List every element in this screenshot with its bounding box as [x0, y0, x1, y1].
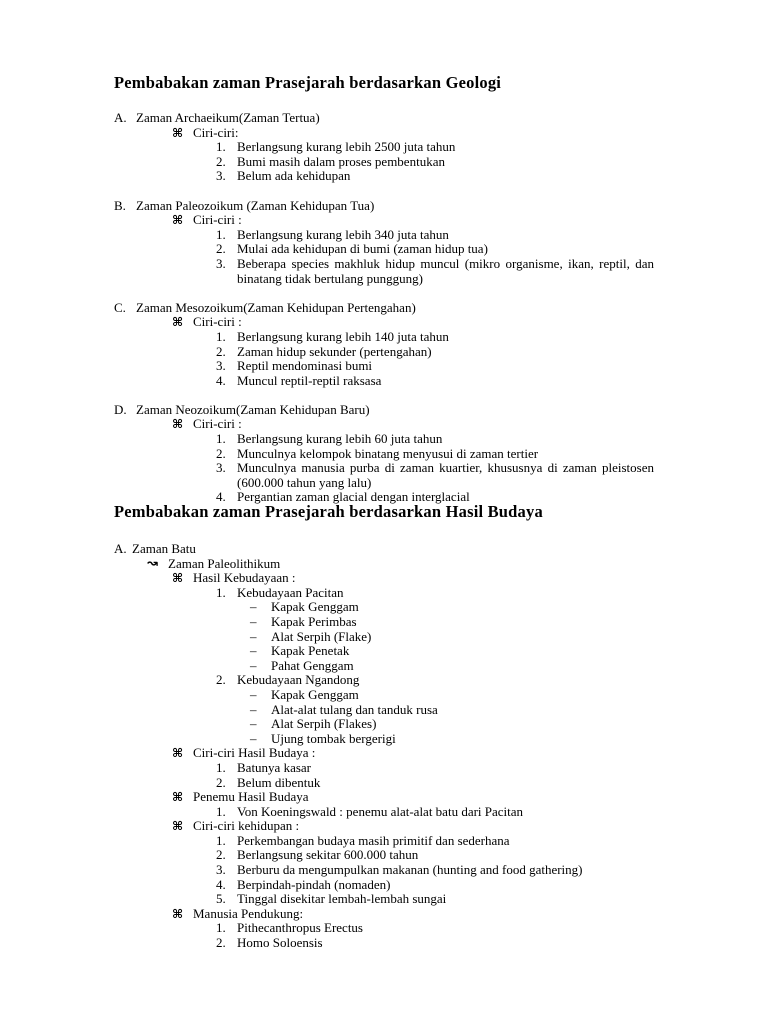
list-item: Zaman hidup sekunder (pertengahan) — [237, 343, 432, 359]
dash-bullet: – — [250, 643, 257, 659]
list-item: Alat Serpih (Flakes) — [271, 716, 377, 732]
list-item: Mulai ada kehidupan di bumi (zaman hidup tua) — [237, 241, 488, 257]
list-item: Berpindah-pindah (nomaden) — [237, 876, 391, 892]
list-item: Kapak Genggam — [271, 599, 359, 615]
list-bullet-icon: ⌘ — [172, 417, 184, 432]
item-number: 1. — [216, 584, 226, 600]
dash-bullet: – — [250, 730, 257, 746]
list-item: Tinggal disekitar lembah-lembah sungai — [237, 891, 447, 907]
era-name: Zaman Batu — [132, 541, 196, 556]
list-bullet-icon: ⌘ — [172, 125, 184, 140]
culture-name: Kebudayaan Ngandong — [237, 672, 360, 688]
section-hasil-budaya — [0, 542, 768, 951]
dash-bullet: – — [250, 613, 257, 629]
item-number: 2. — [216, 153, 226, 169]
item-number: 3. — [216, 168, 226, 184]
list-bullet-icon: ⌘ — [172, 571, 184, 586]
item-number: 3. — [216, 255, 226, 271]
era-letter: D. — [114, 401, 127, 417]
list-item: Ujung tombak bergerigi — [271, 730, 396, 746]
dash-bullet: – — [250, 599, 257, 615]
item-number: 1. — [216, 328, 226, 344]
era-name: Zaman Mesozoikum(Zaman Kehidupan Pertengahan) — [136, 299, 416, 315]
item-number: 1. — [216, 759, 226, 775]
dash-bullet: – — [250, 716, 257, 732]
era-mesozoikum — [0, 301, 768, 389]
item-number: 1. — [216, 832, 226, 848]
list-item: Kapak Perimbas — [271, 613, 357, 629]
item-number: 5. — [216, 891, 226, 907]
section-title-hasil-budaya: Pembabakan zaman Prasejarah berdasarkan Hasil Budaya — [114, 502, 543, 521]
era-letter: A. — [114, 110, 127, 125]
ciri-label: Ciri-ciri : — [193, 314, 242, 330]
item-number: 3. — [216, 358, 226, 374]
list-item: Kapak Penetak — [271, 643, 350, 659]
list-item: Perkembangan budaya masih primitif dan sederhana — [237, 832, 510, 848]
list-item: Belum ada kehidupan — [237, 168, 351, 184]
list-bullet-icon: ⌘ — [172, 790, 184, 805]
dash-bullet: – — [250, 686, 257, 702]
item-number: 1. — [216, 226, 226, 242]
era-neozoikum — [0, 403, 768, 505]
list-item: Homo Soloensis — [237, 935, 323, 951]
list-item: Berburu da mengumpulkan makanan (hunting and food gathering) — [237, 862, 583, 878]
era-paleozoikum — [0, 199, 768, 287]
era-name: Zaman Neozoikum(Zaman Kehidupan Baru) — [136, 401, 370, 417]
section-geologi — [0, 111, 768, 520]
ciri-label: Ciri-ciri: — [193, 124, 239, 140]
item-number: 1. — [216, 803, 226, 819]
item-number: 3. — [216, 862, 226, 878]
list-item: Belum dibentuk — [237, 774, 321, 790]
culture-name: Kebudayaan Pacitan — [237, 584, 344, 600]
list-item: Muncul reptil-reptil raksasa — [237, 372, 382, 388]
curved-arrow-icon: ↝ — [147, 555, 158, 571]
list-item: Pergantian zaman glacial dengan interglacial — [237, 489, 470, 505]
group-label: Ciri-ciri kehidupan : — [193, 818, 300, 834]
list-item: Batunya kasar — [237, 759, 312, 775]
item-number: 2. — [216, 774, 226, 790]
era-name: Zaman Archaeikum(Zaman Tertua) — [136, 110, 320, 125]
list-item: Reptil mendominasi bumi — [237, 358, 373, 374]
item-number: 1. — [216, 139, 226, 155]
group-label: Ciri-ciri Hasil Budaya : — [193, 745, 316, 761]
list-bullet-icon: ⌘ — [172, 906, 184, 921]
list-item: Pithecanthropus Erectus — [237, 920, 363, 936]
group-label: Manusia Pendukung: — [193, 905, 304, 921]
list-bullet-icon: ⌘ — [172, 746, 184, 761]
item-number: 2. — [216, 672, 226, 688]
group-label: Hasil Kebudayaan : — [193, 570, 296, 586]
era-name: Zaman Paleozoikum (Zaman Kehidupan Tua) — [136, 197, 375, 213]
list-item: Munculnya manusia purba di zaman kuartier, khususnya di zaman pleistosen (600.000 tahun yang lalu) — [237, 460, 654, 490]
list-bullet-icon: ⌘ — [172, 819, 184, 834]
list-item: Berlangsung kurang lebih 2500 juta tahun — [237, 139, 456, 155]
dash-bullet: – — [250, 657, 257, 673]
ciri-label: Ciri-ciri : — [193, 416, 242, 432]
item-number: 4. — [216, 489, 226, 505]
era-letter: B. — [114, 197, 126, 213]
era-letter: A. — [114, 541, 127, 556]
list-item: Berlangsung kurang lebih 140 juta tahun — [237, 328, 449, 344]
list-item: Von Koeningswald : penemu alat-alat batu dari Pacitan — [237, 803, 524, 819]
item-number: 4. — [216, 372, 226, 388]
list-item: Berlangsung sekitar 600.000 tahun — [237, 847, 419, 863]
item-number: 2. — [216, 847, 226, 863]
item-number: 2. — [216, 343, 226, 359]
item-number: 2. — [216, 445, 226, 461]
list-item: Berlangsung kurang lebih 60 juta tahun — [237, 431, 443, 447]
item-number: 1. — [216, 920, 226, 936]
sub-era-name: Zaman Paleolithikum — [168, 555, 281, 571]
section-title-geologi: Pembabakan zaman Prasejarah berdasarkan Geologi — [114, 73, 502, 92]
item-number: 1. — [216, 431, 226, 447]
list-item: Berlangsung kurang lebih 340 juta tahun — [237, 226, 449, 242]
item-number: 2. — [216, 935, 226, 951]
item-number: 4. — [216, 876, 226, 892]
list-bullet-icon: ⌘ — [172, 315, 184, 330]
list-item: Alat Serpih (Flake) — [271, 628, 372, 644]
dash-bullet: – — [250, 628, 257, 644]
list-item: Bumi masih dalam proses pembentukan — [237, 153, 445, 169]
ciri-label: Ciri-ciri : — [193, 212, 242, 228]
list-item: Alat-alat tulang dan tanduk rusa — [271, 701, 438, 717]
item-number: 3. — [216, 460, 226, 476]
era-letter: C. — [114, 299, 126, 315]
list-item: Munculnya kelompok binatang menyusui di zaman tertier — [237, 445, 539, 461]
item-number: 2. — [216, 241, 226, 257]
list-bullet-icon: ⌘ — [172, 213, 184, 228]
list-item: Beberapa species makhluk hidup muncul (mikro organisme, ikan, reptil, dan binatang tidak bertulang punggung) — [237, 255, 654, 286]
dash-bullet: – — [250, 701, 257, 717]
group-label: Penemu Hasil Budaya — [193, 789, 309, 805]
list-item: Kapak Genggam — [271, 686, 359, 702]
list-item: Pahat Genggam — [271, 657, 354, 673]
era-archaeikum — [0, 111, 768, 184]
